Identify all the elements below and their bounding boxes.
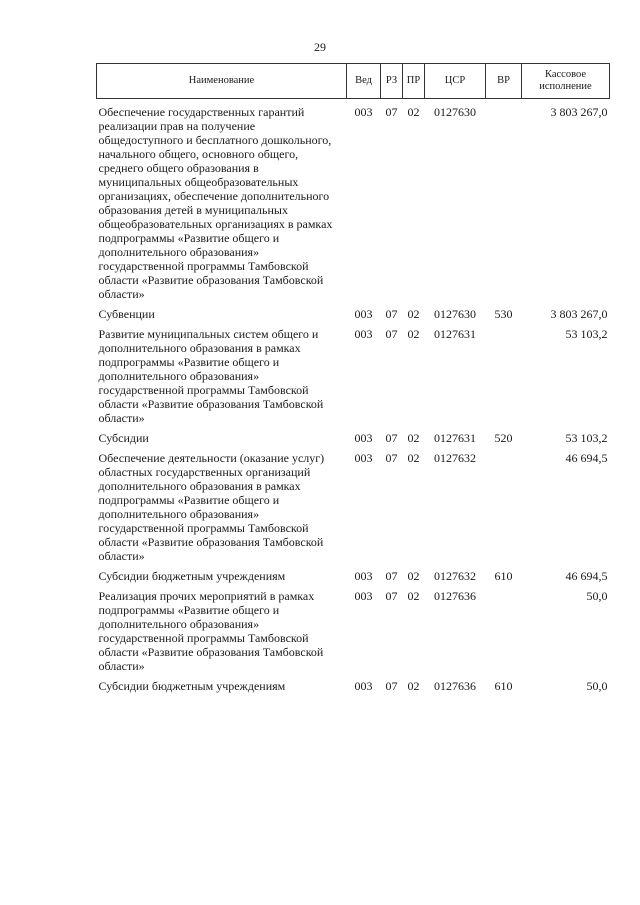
cell-name: Субвенции bbox=[98, 307, 155, 321]
cell-pr: 02 bbox=[407, 431, 420, 445]
cell-rz: 07 bbox=[385, 307, 398, 321]
cell-sum: 46 694,5 bbox=[565, 569, 608, 583]
cell-name: Реализация прочих мероприятий в рамках подпрограммы «Развитие общего и дополнительного образования» государственной программы Тамбовской области «Развитие образования Тамбовской области» bbox=[98, 589, 324, 673]
table-row bbox=[97, 307, 610, 327]
table-row bbox=[97, 679, 610, 699]
cell-ved: 003 bbox=[354, 679, 373, 693]
table-header bbox=[97, 64, 610, 99]
table-row bbox=[97, 589, 610, 679]
cell-vr bbox=[486, 99, 522, 308]
cell-pr: 02 bbox=[407, 569, 420, 583]
cell-rz: 07 bbox=[385, 431, 398, 445]
table-body bbox=[97, 99, 610, 700]
cell-vr: 610 bbox=[494, 679, 513, 693]
cell-rz: 07 bbox=[385, 569, 398, 583]
cell-sum: 50,0 bbox=[586, 589, 608, 603]
header-name: Наименование bbox=[97, 64, 347, 99]
cell-pr: 02 bbox=[407, 679, 420, 693]
cell-sum: 3 803 267,0 bbox=[550, 105, 608, 119]
cell-csr: 0127636 bbox=[434, 679, 476, 693]
cell-vr: 610 bbox=[494, 569, 513, 583]
table-row bbox=[97, 327, 610, 431]
cell-vr: 530 bbox=[494, 307, 513, 321]
cell-name: Субсидии бюджетным учреждениям bbox=[98, 679, 286, 693]
page-number: 29 bbox=[314, 40, 326, 54]
cell-rz: 07 bbox=[385, 327, 398, 341]
cell-csr: 0127630 bbox=[434, 105, 476, 119]
cell-ved: 003 bbox=[354, 307, 373, 321]
header-pr: ПР bbox=[403, 64, 425, 99]
cell-sum: 53 103,2 bbox=[565, 431, 608, 445]
header-csr: ЦСР bbox=[425, 64, 486, 99]
cell-sum: 3 803 267,0 bbox=[550, 307, 608, 321]
cell-pr: 02 bbox=[407, 105, 420, 119]
cell-rz: 07 bbox=[385, 105, 398, 119]
cell-vr: 520 bbox=[494, 431, 513, 445]
table-row bbox=[97, 569, 610, 589]
cell-sum: 46 694,5 bbox=[565, 451, 608, 465]
cell-csr: 0127632 bbox=[434, 569, 476, 583]
cell-ved: 003 bbox=[354, 327, 373, 341]
table-row bbox=[97, 451, 610, 569]
cell-rz: 07 bbox=[385, 589, 398, 603]
cell-ved: 003 bbox=[354, 431, 373, 445]
cell-sum: 50,0 bbox=[586, 679, 608, 693]
cell-name: Развитие муниципальных систем общего и дополнительного образования в рамках подпрограммы «Развитие общего и дополнительного образования» государственной программы Тамбовской области «Развитие образования Тамбовской области» bbox=[98, 327, 324, 425]
cell-vr bbox=[486, 451, 522, 569]
table-row bbox=[97, 99, 610, 308]
header-ved: Вед bbox=[347, 64, 381, 99]
cell-name: Обеспечение деятельности (оказание услуг) областных государственных организаций дополнительного образования в рамках подпрограммы «Развитие общего и дополнительного образования» государственной программы Тамбовской области «Развитие образования Тамбовской области» bbox=[98, 451, 325, 563]
cell-csr: 0127630 bbox=[434, 307, 476, 321]
cell-name: Субсидии бюджетным учреждениям bbox=[98, 569, 286, 583]
header-vr: ВР bbox=[486, 64, 522, 99]
cell-name: Обеспечение государственных гарантий реализации прав на получение общедоступного и бесплатного дошкольного, начального общего, основного общего, среднего общего образования в муниципальных общеобразовательных организациях, обеспечение дополнительного образования детей в муниципальных общеобразовательных организациях в рамках подпрограммы «Развитие общего и дополнительного образования» государственной программы Тамбовской области «Развитие образования Тамбовской области» bbox=[98, 105, 333, 301]
cell-ved: 003 bbox=[354, 451, 373, 465]
cell-sum: 53 103,2 bbox=[565, 327, 608, 341]
cell-pr: 02 bbox=[407, 327, 420, 341]
budget-table bbox=[96, 63, 610, 699]
cell-pr: 02 bbox=[407, 589, 420, 603]
cell-pr: 02 bbox=[407, 307, 420, 321]
cell-vr bbox=[486, 589, 522, 679]
cell-rz: 07 bbox=[385, 451, 398, 465]
cell-csr: 0127632 bbox=[434, 451, 476, 465]
cell-name: Субсидии bbox=[98, 431, 149, 445]
cell-ved: 003 bbox=[354, 589, 373, 603]
cell-vr bbox=[486, 327, 522, 431]
header-rz: РЗ bbox=[381, 64, 403, 99]
cell-pr: 02 bbox=[407, 451, 420, 465]
cell-ved: 003 bbox=[354, 569, 373, 583]
table-row bbox=[97, 431, 610, 451]
cell-csr: 0127631 bbox=[434, 327, 476, 341]
header-sum: Кассовое исполнение bbox=[522, 64, 610, 99]
cell-csr: 0127631 bbox=[434, 431, 476, 445]
cell-rz: 07 bbox=[385, 679, 398, 693]
cell-ved: 003 bbox=[354, 105, 373, 119]
cell-csr: 0127636 bbox=[434, 589, 476, 603]
